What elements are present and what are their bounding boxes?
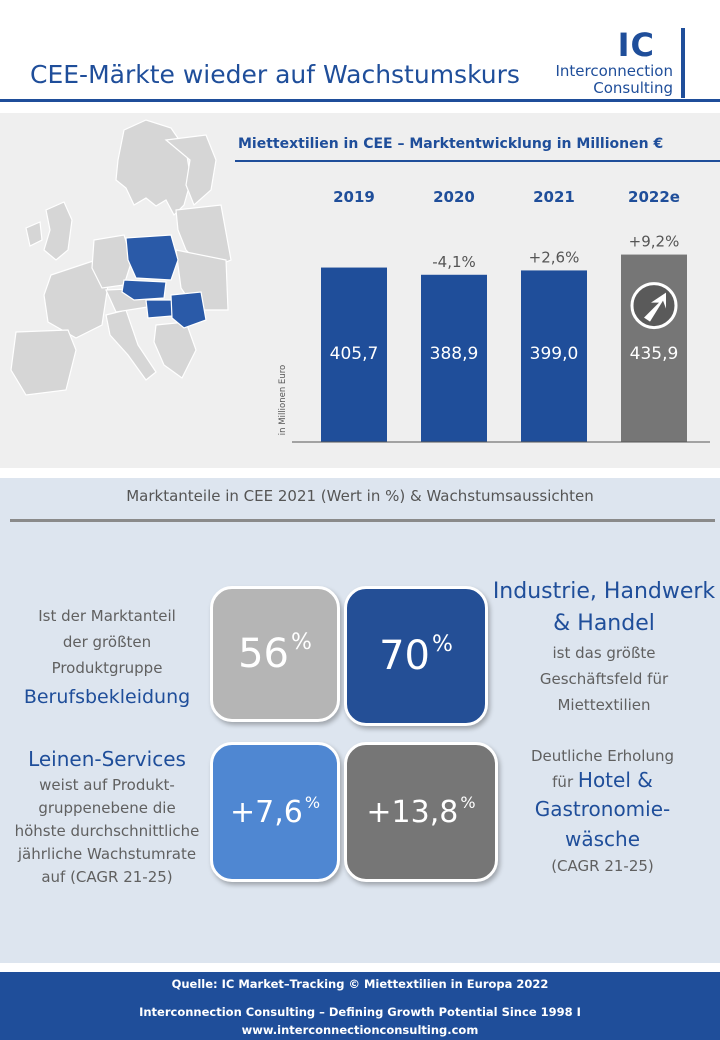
- change-label: -4,1%: [432, 252, 476, 271]
- tile-unit: %: [304, 792, 321, 812]
- y-axis-label: in Millionen Euro: [278, 364, 288, 436]
- text-line: Deutliche Erholung: [530, 747, 675, 765]
- logo-mark: IC: [617, 26, 655, 64]
- chart-title: Miettextilien in CEE – Marktentwicklung in Millionen €: [238, 136, 664, 152]
- tile-value: 70: [379, 633, 430, 679]
- text-line: höhste durchschnittliche: [14, 822, 200, 840]
- tile-value: +13,8: [366, 794, 459, 830]
- category-label: 2020: [433, 188, 475, 206]
- tile-value: 56: [238, 631, 289, 677]
- chart-title-divider: [235, 160, 720, 162]
- footer-url[interactable]: www.interconnectionconsulting.com: [241, 1023, 479, 1037]
- tile-unit: %: [291, 629, 312, 655]
- data-label: 405,7: [329, 344, 379, 364]
- market-development-chart: [230, 165, 710, 455]
- text-industry-segment: [492, 576, 716, 718]
- footer-tagline: Interconnection Consulting – Defining Growth Potential Since 1998 I: [139, 1005, 581, 1019]
- section-divider: [10, 519, 715, 522]
- text-emphasis: Berufsbekleidung: [23, 686, 191, 708]
- tile-linen-growth: [210, 742, 340, 882]
- change-label: +2,6%: [528, 248, 580, 267]
- text-line: Geschäftsfeld für: [539, 670, 669, 688]
- text-line: gruppenebene die: [38, 799, 176, 817]
- footer-source: Quelle: IC Market–Tracking © Miettextilien in Europa 2022: [171, 977, 549, 991]
- category-label: 2021: [533, 188, 575, 206]
- tile-industry-share: [344, 586, 488, 726]
- text-emphasis: Industrie, Handwerk: [492, 579, 716, 604]
- text-emphasis: & Handel: [553, 611, 655, 636]
- page-title: CEE-Märkte wieder auf Wachstumskurs: [30, 60, 520, 89]
- text-line: ist das größte: [552, 644, 656, 662]
- text-line: Produktgruppe: [51, 659, 163, 677]
- data-label: 399,0: [529, 344, 579, 364]
- category-label: 2022e: [628, 188, 680, 206]
- europe-map-icon: [6, 110, 234, 410]
- text-emphasis: wäsche: [564, 827, 640, 851]
- text-line: der größten: [62, 633, 152, 651]
- tile-value: +7,6: [229, 794, 303, 830]
- text-emphasis: Hotel &: [577, 768, 653, 792]
- tile-largest-product-share: [210, 586, 340, 722]
- tile-unit: %: [460, 792, 476, 812]
- forecast-arrow-icon: [632, 284, 676, 328]
- header-divider: [0, 99, 720, 102]
- text-line: Miettextilien: [557, 696, 651, 714]
- text-linen-services: [4, 744, 210, 889]
- company-logo: [555, 26, 695, 98]
- logo-bar: [681, 28, 685, 98]
- text-hotel-recovery: [500, 744, 705, 878]
- text-largest-product-group: [10, 603, 204, 713]
- tile-unit: %: [432, 631, 453, 657]
- text-line: weist auf Produkt-: [39, 776, 175, 794]
- text-line: jährliche Wachstumrate: [17, 845, 197, 863]
- text-line-mixed: [500, 768, 705, 794]
- text-line: (CAGR 21-25): [551, 857, 654, 875]
- data-label: 388,9: [429, 344, 479, 364]
- logo-line-1: Interconnection: [555, 62, 673, 80]
- text-emphasis: Gastronomie-: [534, 797, 671, 821]
- tile-hotel-growth: [344, 742, 498, 882]
- text-small: für: [552, 773, 574, 791]
- text-line: Ist der Marktanteil: [38, 607, 176, 625]
- change-label: +9,2%: [628, 232, 680, 251]
- category-label: 2019: [333, 188, 375, 206]
- text-emphasis: Leinen-Services: [28, 747, 186, 771]
- section-title: Marktanteile in CEE 2021 (Wert in %) & Wachstumsaussichten: [126, 487, 594, 505]
- logo-line-2: Consulting: [593, 79, 673, 97]
- data-label: 435,9: [629, 344, 679, 364]
- text-line: auf (CAGR 21-25): [41, 868, 173, 886]
